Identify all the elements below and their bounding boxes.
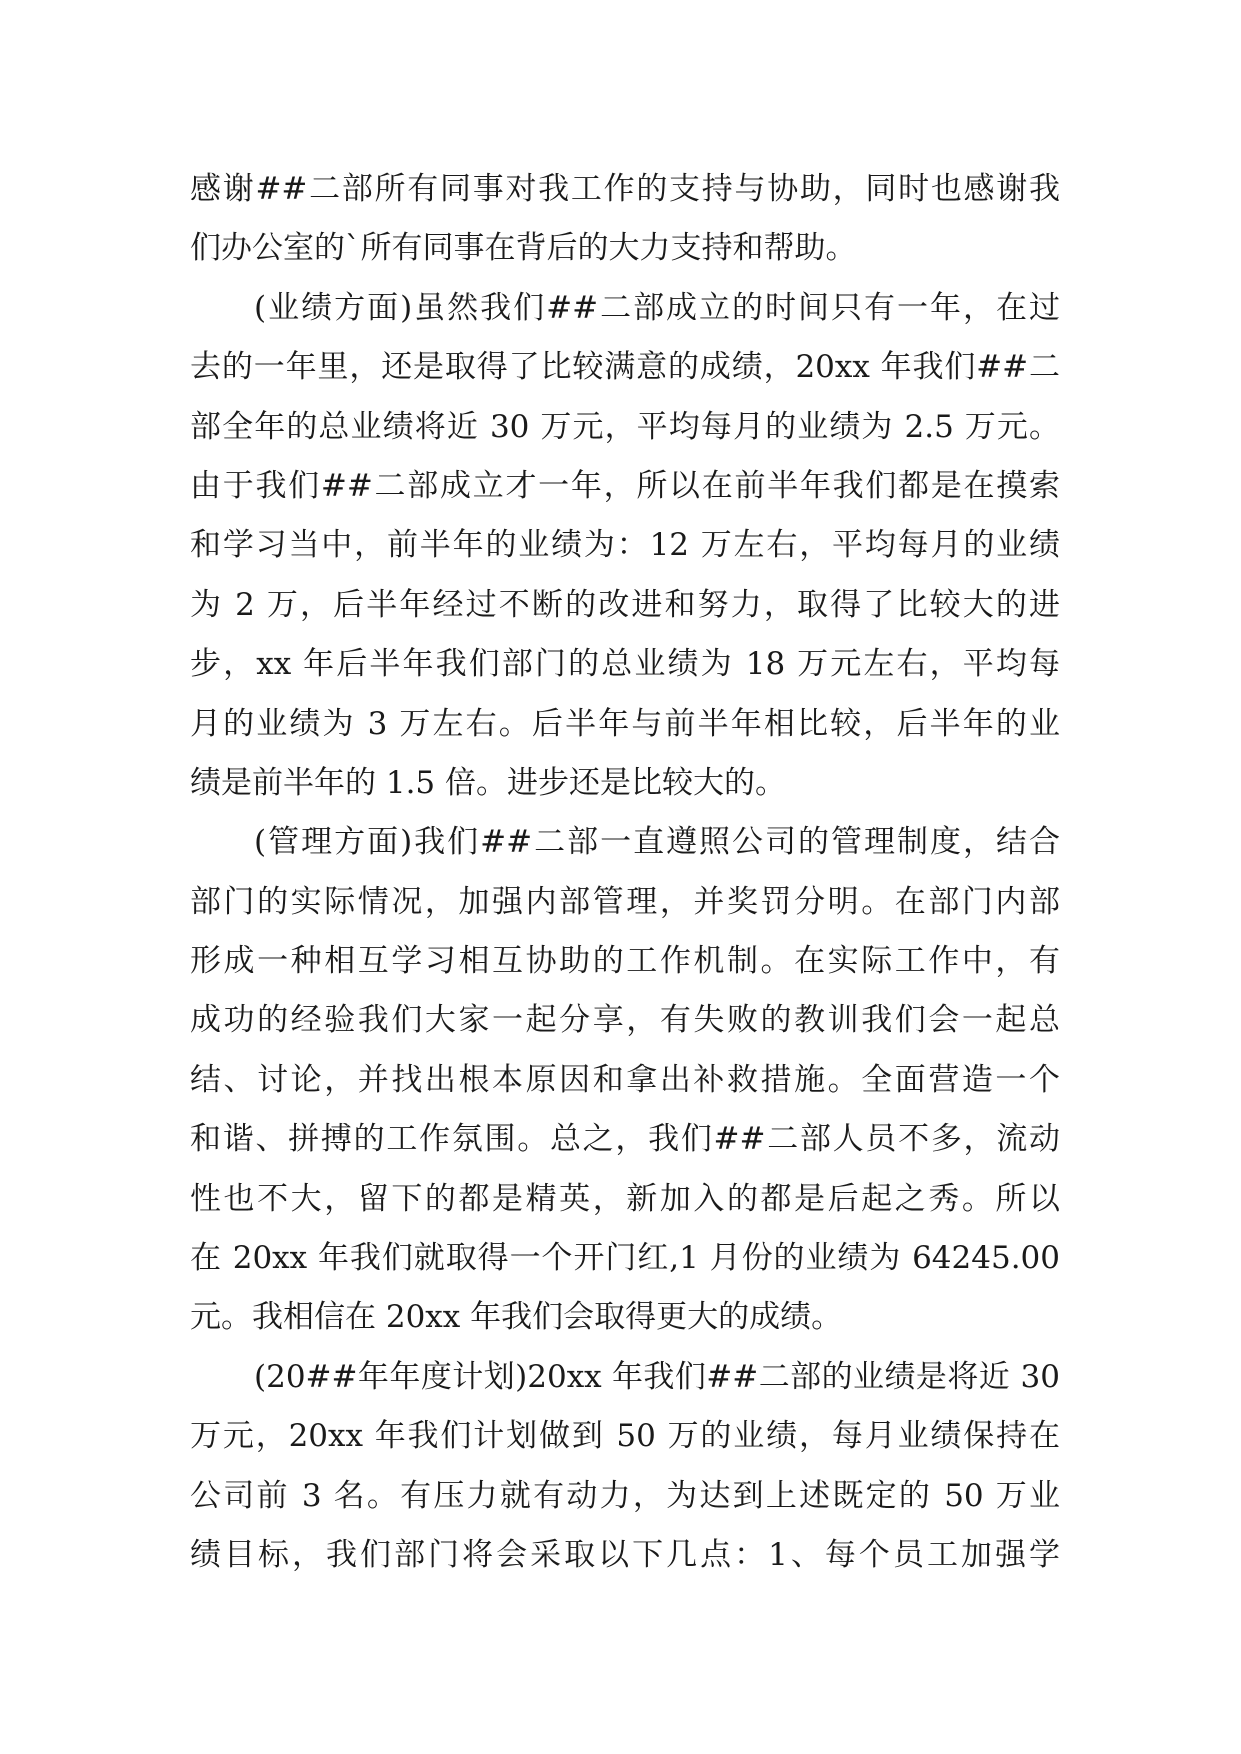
text-line: 月的业绩为 3 万左右。后半年与前半年相比较，后半年的业 [190,705,1060,742]
text-line: 成功的经验我们大家一起分享，有失败的教训我们会一起总 [190,1002,1060,1039]
text-line: 为 2 万，后半年经过不断的改进和努力，取得了比较大的进 [190,586,1060,623]
text-line: 在 20xx 年我们就取得一个开门红,1 月份的业绩为 64245.00 [190,1240,1060,1277]
text-line: 步，xx 年后半年我们部门的总业绩为 18 万元左右，平均每 [190,646,1060,683]
text-line: 公司前 3 名。有压力就有动力，为达到上述既定的 50 万业 [190,1477,1060,1514]
text-line: 结、讨论，并找出根本原因和拿出补救措施。全面营造一个 [190,1061,1060,1098]
text-line: 元。我相信在 20xx 年我们会取得更大的成绩。 [190,1299,843,1336]
paragraph-start-line: (管理方面)我们##二部一直遵照公司的管理制度，结合 [254,824,1060,861]
text-line: 性也不大，留下的都是精英，新加入的都是后起之秀。所以 [190,1180,1060,1217]
text-line: 和学习当中，前半年的业绩为：12 万左右，平均每月的业绩 [190,527,1060,564]
body-text [190,160,1060,1585]
text-line: 万元，20xx 年我们计划做到 50 万的业绩，每月业绩保持在 [190,1418,1060,1455]
text-line: 感谢##二部所有同事对我工作的支持与协助，同时也感谢我 [190,171,1060,207]
text-line: 形成一种相互学习相互协助的工作机制。在实际工作中，有 [190,943,1060,980]
text-line: 和谐、拼搏的工作氛围。总之，我们##二部人员不多，流动 [190,1121,1060,1158]
paragraph-start-line: (20##年年度计划)20xx 年我们##二部的业绩是将近 30 [254,1358,1060,1395]
paragraph-start-line: (业绩方面)虽然我们##二部成立的时间只有一年，在过 [254,289,1060,326]
text-line: 绩目标，我们部门将会采取以下几点：1、每个员工加强学 [190,1536,1060,1573]
text-line: 部门的实际情况，加强内部管理，并奖罚分明。在部门内部 [190,883,1060,920]
text-line: 绩是前半年的 1.5 倍。进步还是比较大的。 [190,764,787,801]
text-line: 由于我们##二部成立才一年，所以在前半年我们都是在摸索 [190,467,1060,504]
text-line: 们办公室的`所有同事在背后的大力支持和帮助。 [190,230,857,267]
text-line: 去的一年里，还是取得了比较满意的成绩，20xx 年我们##二 [190,349,1060,386]
text-line: 部全年的总业绩将近 30 万元，平均每月的业绩为 2.5 万元。 [190,408,1060,445]
